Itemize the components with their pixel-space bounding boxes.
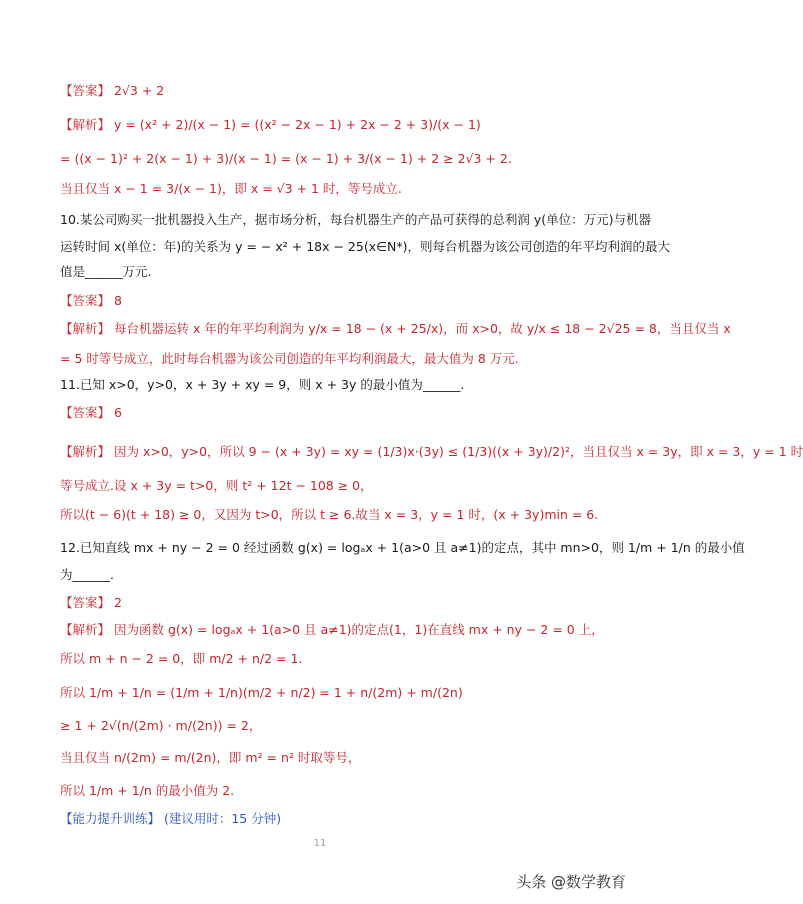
text-line-ana11_1: 【解析】 因为 x>0，y>0，所以 9 − (x + 3y) = xy = (1/3)x·(3y) ≤ (1/3)((x + 3y)/2)²，当且仅当 x = 3y，即 x = 3，y = 1 时 [60,444,803,459]
text-line-q10_2: 运转时间 x(单位：年)的关系为 y = − x² + 18x − 25(x∈N*)，则每台机器为该公司创造的年平均利润的最大 [60,239,670,254]
text-line-ans10: 【答案】 8 [60,293,122,308]
text-line-ana11_3: 所以(t − 6)(t + 18) ≥ 0，又因为 t>0，所以 t ≥ 6.故当 x = 3，y = 1 时，(x + 3y)min = 6. [60,507,599,522]
text-line-q10_1: 10.某公司购买一批机器投入生产，据市场分析，每台机器生产的产品可获得的总利润 y(单位：万元)与机器 [60,212,652,227]
text-line-q12_1: 12.已知直线 mx + ny − 2 = 0 经过函数 g(x) = logₐx + 1(a>0 且 a≠1)的定点，其中 mn>0，则 1/m + 1/n 的最小值 [60,540,745,555]
text-line-ana10_1: 【解析】 每台机器运转 x 年的年平均利润为 y/x = 18 − (x + 25/x)，而 x>0，故 y/x ≤ 18 − 2√25 = 8，当且仅当 x [60,321,731,336]
text-line-q10_3: 值是______万元. [60,264,152,279]
text-line-ans12: 【答案】 2 [60,595,122,610]
text-line-ana11_2: 等号成立.设 x + 3y = t>0，则 t² + 12t − 108 ≥ 0， [60,478,373,493]
text-line-ana12_2: 所以 m + n − 2 = 0，即 m/2 + n/2 = 1. [60,651,303,666]
text-line-ana12_4: ≥ 1 + 2√(n/(2m) · m/(2n)) = 2， [60,718,262,733]
text-line-ana12_6: 所以 1/m + 1/n 的最小值为 2. [60,783,235,798]
text-line-ans11: 【答案】 6 [60,405,122,420]
text-line-ana9_3: 当且仅当 x − 1 = 3/(x − 1)，即 x = √3 + 1 时，等号成立. [60,181,402,196]
text-line-ana9_1: 【解析】 y = (x² + 2)/(x − 1) = ((x² − 2x − 1) + 2x − 2 + 3)/(x − 1) [60,117,481,132]
text-line-ana10_2: = 5 时等号成立，此时每台机器为该公司创造的年平均利润最大，最大值为 8 万元. [60,351,519,366]
text-line-ana12_3: 所以 1/m + 1/n = (1/m + 1/n)(m/2 + n/2) = 1 + n/(2m) + m/(2n) [60,685,463,700]
text-line-ana12_5: 当且仅当 n/(2m) = m/(2n)，即 m² = n² 时取等号， [60,750,361,765]
text-line-q11: 11.已知 x>0，y>0，x + 3y + xy = 9，则 x + 3y 的最小值为______. [60,377,465,392]
watermark: 头条 @数学教育 [516,873,626,891]
text-line-ans9: 【答案】 2√3 + 2 [60,83,165,98]
text-line-section: 【能力提升训练】 (建议用时：15 分钟) [60,811,282,826]
text-line-ana12_1: 【解析】 因为函数 g(x) = logₐx + 1(a>0 且 a≠1)的定点(1，1)在直线 mx + ny − 2 = 0 上， [60,622,604,637]
text-line-q12_2: 为______. [60,567,114,582]
text-line-ana9_2: = ((x − 1)² + 2(x − 1) + 3)/(x − 1) = (x − 1) + 3/(x − 1) + 2 ≥ 2√3 + 2. [60,151,512,166]
page-number: 11 [313,838,327,849]
